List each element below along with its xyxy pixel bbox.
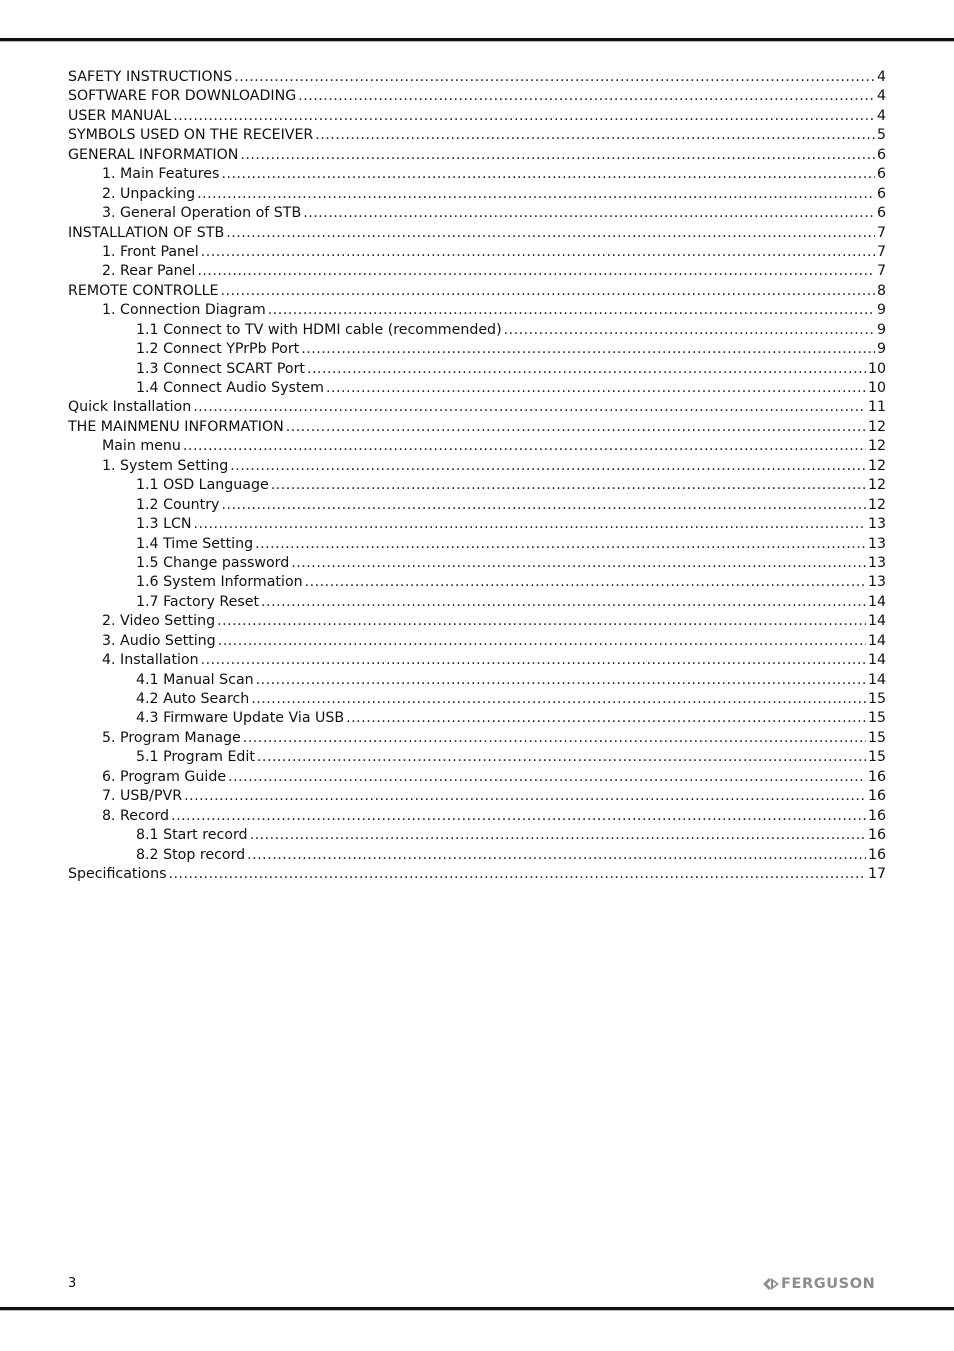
toc-entry-title: 1.5 Change password	[136, 554, 290, 571]
toc-entry[interactable]	[68, 846, 886, 865]
toc-entry-title: 1.1 Connect to TV with HDMI cable (recommended)	[136, 321, 502, 338]
toc-dot-leader	[307, 360, 866, 379]
toc-entry-page: 16	[867, 788, 886, 805]
toc-entry-page: 12	[867, 457, 886, 474]
toc-entry-title: 8.2 Stop record	[136, 846, 246, 863]
toc-entry-title: Main menu	[102, 438, 181, 455]
toc-entry-title: 1.6 System Information	[136, 574, 303, 591]
toc-entry-page: 7	[876, 243, 886, 260]
toc-entry-page: 16	[867, 768, 886, 785]
toc-entry-title: 8.1 Start record	[136, 827, 248, 844]
toc-dot-leader	[228, 768, 866, 787]
toc-entry[interactable]	[68, 107, 886, 126]
toc-entry-page: 17	[867, 865, 886, 882]
toc-entry-page: 15	[867, 691, 886, 707]
toc-dot-leader	[201, 651, 866, 670]
toc-entry[interactable]	[68, 768, 886, 787]
toc-entry-page: 13	[867, 535, 886, 552]
toc-entry[interactable]	[68, 301, 886, 320]
toc-dot-leader	[256, 671, 866, 690]
toc-entry-title: 1.3 Connect SCART Port	[136, 360, 305, 377]
toc-dot-leader	[171, 807, 866, 826]
header-rule-shadow	[0, 41, 954, 42]
ferguson-arrow-icon	[762, 1275, 780, 1293]
toc-dot-leader	[230, 457, 866, 476]
toc-dot-leader	[271, 476, 866, 495]
toc-entry-page: 15	[867, 710, 886, 727]
toc-entry[interactable]	[68, 146, 886, 165]
table-of-contents	[68, 68, 886, 884]
toc-dot-leader	[504, 321, 875, 340]
toc-entry[interactable]	[68, 282, 886, 301]
toc-entry-page: 14	[867, 593, 886, 610]
toc-entry-page: 8	[876, 282, 886, 299]
toc-dot-leader	[326, 379, 866, 398]
toc-dot-leader	[251, 690, 866, 709]
toc-entry[interactable]	[68, 593, 886, 612]
toc-entry-title: 7. USB/PVR	[102, 788, 183, 805]
toc-entry-page: 9	[876, 341, 886, 358]
toc-entry-title: INSTALLATION OF STB	[68, 224, 225, 241]
toc-entry-title: 6. Program Guide	[102, 768, 227, 785]
toc-entry[interactable]	[68, 262, 886, 281]
toc-dot-leader	[298, 87, 875, 106]
toc-entry-page: 9	[876, 321, 886, 338]
toc-dot-leader	[257, 748, 866, 767]
toc-entry-title: 2. Rear Panel	[102, 263, 196, 280]
toc-entry[interactable]	[68, 379, 886, 398]
page-number: 3	[68, 1276, 77, 1291]
toc-entry[interactable]	[68, 865, 886, 884]
toc-entry[interactable]	[68, 476, 886, 495]
toc-entry-page: 13	[867, 554, 886, 571]
toc-entry-title: 1. Main Features	[102, 166, 220, 183]
toc-entry[interactable]	[68, 632, 886, 651]
toc-entry-title: REMOTE CONTROLLE	[68, 282, 219, 299]
toc-entry-page: 15	[867, 749, 886, 766]
toc-entry[interactable]	[68, 690, 886, 709]
toc-dot-leader	[197, 262, 875, 281]
toc-entry-page: 11	[867, 399, 886, 416]
toc-dot-leader	[305, 573, 866, 592]
toc-dot-leader	[255, 535, 866, 554]
toc-entry[interactable]	[68, 554, 886, 573]
toc-dot-leader	[240, 146, 875, 165]
toc-entry-title: SYMBOLS USED ON THE RECEIVER	[68, 127, 314, 144]
toc-dot-leader	[201, 243, 875, 262]
toc-entry[interactable]	[68, 437, 886, 456]
toc-entry[interactable]	[68, 612, 886, 631]
toc-entry-title: 4.2 Auto Search	[136, 691, 250, 707]
toc-entry-page: 10	[867, 380, 886, 396]
toc-entry-title: 2. Unpacking	[102, 185, 196, 202]
toc-entry[interactable]	[68, 826, 886, 845]
toc-entry[interactable]	[68, 126, 886, 145]
toc-entry-page: 10	[867, 360, 886, 377]
toc-entry[interactable]	[68, 360, 886, 379]
toc-entry[interactable]	[68, 807, 886, 826]
toc-entry[interactable]	[68, 787, 886, 806]
toc-entry[interactable]	[68, 515, 886, 534]
toc-entry-title: 3. Audio Setting	[102, 632, 216, 649]
toc-dot-leader	[221, 496, 866, 515]
toc-dot-leader	[346, 709, 866, 728]
toc-entry-page: 14	[867, 671, 886, 688]
toc-entry[interactable]	[68, 165, 886, 184]
toc-dot-leader	[250, 826, 866, 845]
toc-entry[interactable]	[68, 573, 886, 592]
toc-entry-title: 1. Connection Diagram	[102, 302, 266, 319]
toc-entry-title: 5. Program Manage	[102, 729, 241, 746]
toc-entry-title: 1.7 Factory Reset	[136, 593, 260, 610]
toc-entry-page: 6	[876, 146, 886, 163]
toc-entry-title: 4. Installation	[102, 652, 199, 669]
toc-entry-title: GENERAL INFORMATION	[68, 146, 239, 163]
toc-entry-title: 4.3 Firmware Update Via USB	[136, 710, 345, 727]
toc-entry[interactable]	[68, 748, 886, 767]
toc-entry-page: 12	[867, 418, 886, 435]
toc-dot-leader	[303, 204, 875, 223]
toc-entry-title: 2. Video Setting	[102, 613, 216, 630]
toc-dot-leader	[315, 126, 875, 145]
toc-entry[interactable]	[68, 496, 886, 515]
toc-dot-leader	[247, 846, 866, 865]
toc-entry-page: 13	[867, 516, 886, 533]
toc-entry[interactable]	[68, 224, 886, 243]
toc-entry-title: THE MAINMENU INFORMATION	[68, 418, 284, 435]
toc-entry-title: USER MANUAL	[68, 107, 172, 124]
toc-entry-page: 4	[876, 107, 886, 124]
toc-entry[interactable]	[68, 87, 886, 106]
toc-entry-page: 14	[867, 613, 886, 630]
toc-dot-leader	[168, 865, 865, 884]
toc-dot-leader	[193, 398, 866, 417]
toc-entry-title: SAFETY INSTRUCTIONS	[68, 69, 233, 85]
toc-entry[interactable]	[68, 243, 886, 262]
toc-entry[interactable]	[68, 68, 886, 87]
toc-entry-title: 1.1 OSD Language	[136, 477, 269, 494]
toc-entry-page: 12	[867, 438, 886, 455]
toc-entry[interactable]	[68, 729, 886, 748]
toc-dot-leader	[218, 632, 866, 651]
toc-entry-title: 5.1 Program Edit	[136, 749, 255, 766]
toc-dot-leader	[243, 729, 866, 748]
toc-dot-leader	[286, 418, 866, 437]
toc-dot-leader	[234, 68, 875, 87]
toc-entry[interactable]	[68, 535, 886, 554]
logo-text: FERGUSON	[781, 1276, 876, 1292]
toc-entry[interactable]	[68, 321, 886, 340]
toc-entry-page: 15	[867, 729, 886, 746]
toc-entry-title: SOFTWARE FOR DOWNLOADING	[68, 88, 297, 105]
toc-entry-page: 9	[876, 302, 886, 319]
toc-dot-leader	[268, 301, 875, 320]
toc-entry-title: Specifications	[68, 865, 167, 882]
toc-entry-title: 8. Record	[102, 807, 170, 824]
toc-entry[interactable]	[68, 709, 886, 728]
toc-entry-page: 6	[876, 185, 886, 202]
toc-entry-page: 13	[867, 574, 886, 591]
toc-dot-leader	[197, 185, 875, 204]
toc-dot-leader	[301, 340, 875, 359]
toc-entry-page: 7	[876, 263, 886, 280]
toc-entry-page: 12	[867, 496, 886, 513]
toc-entry-page: 14	[867, 652, 886, 669]
toc-entry[interactable]	[68, 340, 886, 359]
toc-entry[interactable]	[68, 185, 886, 204]
toc-entry-page: 14	[867, 632, 886, 649]
toc-entry-title: 1.2 Country	[136, 496, 220, 513]
toc-entry-title: 1.3 LCN	[136, 516, 192, 533]
toc-entry-page: 16	[867, 827, 886, 844]
toc-entry-page: 16	[867, 846, 886, 863]
toc-entry-title: 1. Front Panel	[102, 243, 199, 260]
toc-entry-page: 7	[876, 224, 886, 241]
toc-entry-page: 4	[876, 88, 886, 105]
toc-dot-leader	[183, 437, 866, 456]
toc-entry-page: 6	[876, 166, 886, 183]
ferguson-logo	[762, 1274, 875, 1294]
toc-entry-page: 16	[867, 807, 886, 824]
toc-entry-page: 12	[867, 477, 886, 494]
toc-dot-leader	[221, 165, 875, 184]
toc-entry-title: 1.2 Connect YPrPb Port	[136, 341, 300, 358]
toc-entry-title: Quick Installation	[68, 399, 192, 416]
toc-entry[interactable]	[68, 398, 886, 417]
toc-entry[interactable]	[68, 671, 886, 690]
toc-entry-title: 1.4 Connect Audio System	[136, 380, 324, 396]
toc-dot-leader	[184, 787, 866, 806]
toc-entry[interactable]	[68, 418, 886, 437]
toc-dot-leader	[217, 612, 866, 631]
toc-dot-leader	[194, 515, 866, 534]
toc-entry-title: 3. General Operation of STB	[102, 205, 302, 222]
toc-dot-leader	[173, 107, 875, 126]
toc-dot-leader	[226, 224, 875, 243]
toc-entry-title: 1. System Setting	[102, 457, 229, 474]
toc-entry[interactable]	[68, 204, 886, 223]
toc-dot-leader	[261, 593, 866, 612]
footer-rule-shadow	[0, 1310, 954, 1311]
toc-entry-page: 6	[876, 205, 886, 222]
toc-entry[interactable]	[68, 457, 886, 476]
toc-entry-title: 4.1 Manual Scan	[136, 671, 254, 688]
toc-entry-page: 5	[876, 127, 886, 144]
toc-entry-page: 4	[876, 69, 886, 85]
toc-dot-leader	[221, 282, 875, 301]
toc-entry[interactable]	[68, 651, 886, 670]
toc-entry-title: 1.4 Time Setting	[136, 535, 254, 552]
toc-dot-leader	[291, 554, 866, 573]
